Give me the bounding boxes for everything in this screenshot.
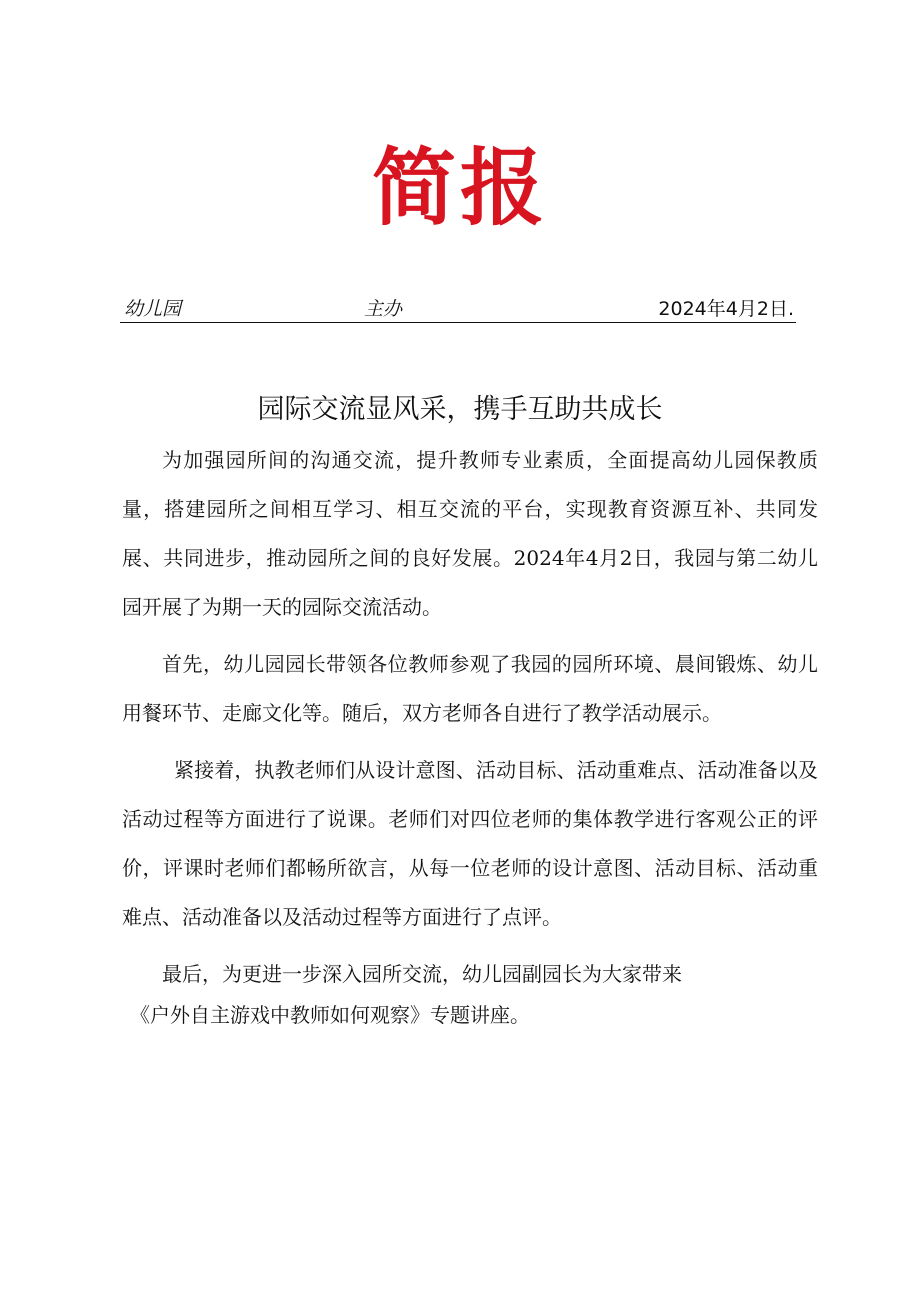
issue-date: 2024年4月2日. — [658, 298, 794, 320]
paragraph-closing: 最后，为更进一步深入园所交流，幼儿园副园长为大家带来 — [162, 962, 682, 986]
info-bar — [120, 296, 796, 323]
organizer-name: 幼儿园 — [124, 298, 182, 320]
article-headline: 园际交流显风采，携手互助共成长 — [257, 394, 663, 425]
paragraph-lecture-title: 《户外自主游戏中教师如何观察》专题讲座。 — [130, 1003, 530, 1027]
paragraph-lesson-review: 紧接着，执教老师们从设计意图、活动目标、活动重难点、活动准备以及活动过程等方面进行了说课。老师们对四位老师的集体教学进行客观公正的评价，评课时老师们都畅所欲言，从每一位老师的设计意图、活动目标、活动重难点、活动准备以及活动过程等方面进行了点评。 — [122, 758, 818, 929]
paragraph-visit: 首先，幼儿园园长带领各位教师参观了我园的园所环境、晨间锻炼、幼儿用餐环节、走廊文化等。随后，双方老师各自进行了教学活动展示。 — [122, 652, 818, 725]
paragraph-intro: 为加强园所间的沟通交流，提升教师专业素质，全面提高幼儿园保教质量，搭建园所之间相互学习、相互交流的平台，实现教育资源互补、共同发展、共同进步，推动园所之间的良好发展。2024年4月2日，我园与第二幼儿园开展了为期一天的园际交流活动。 — [122, 448, 818, 619]
masthead-title: 简报 — [371, 139, 548, 237]
article-body — [122, 436, 818, 1048]
sponsor-label: 主办 — [364, 298, 403, 320]
